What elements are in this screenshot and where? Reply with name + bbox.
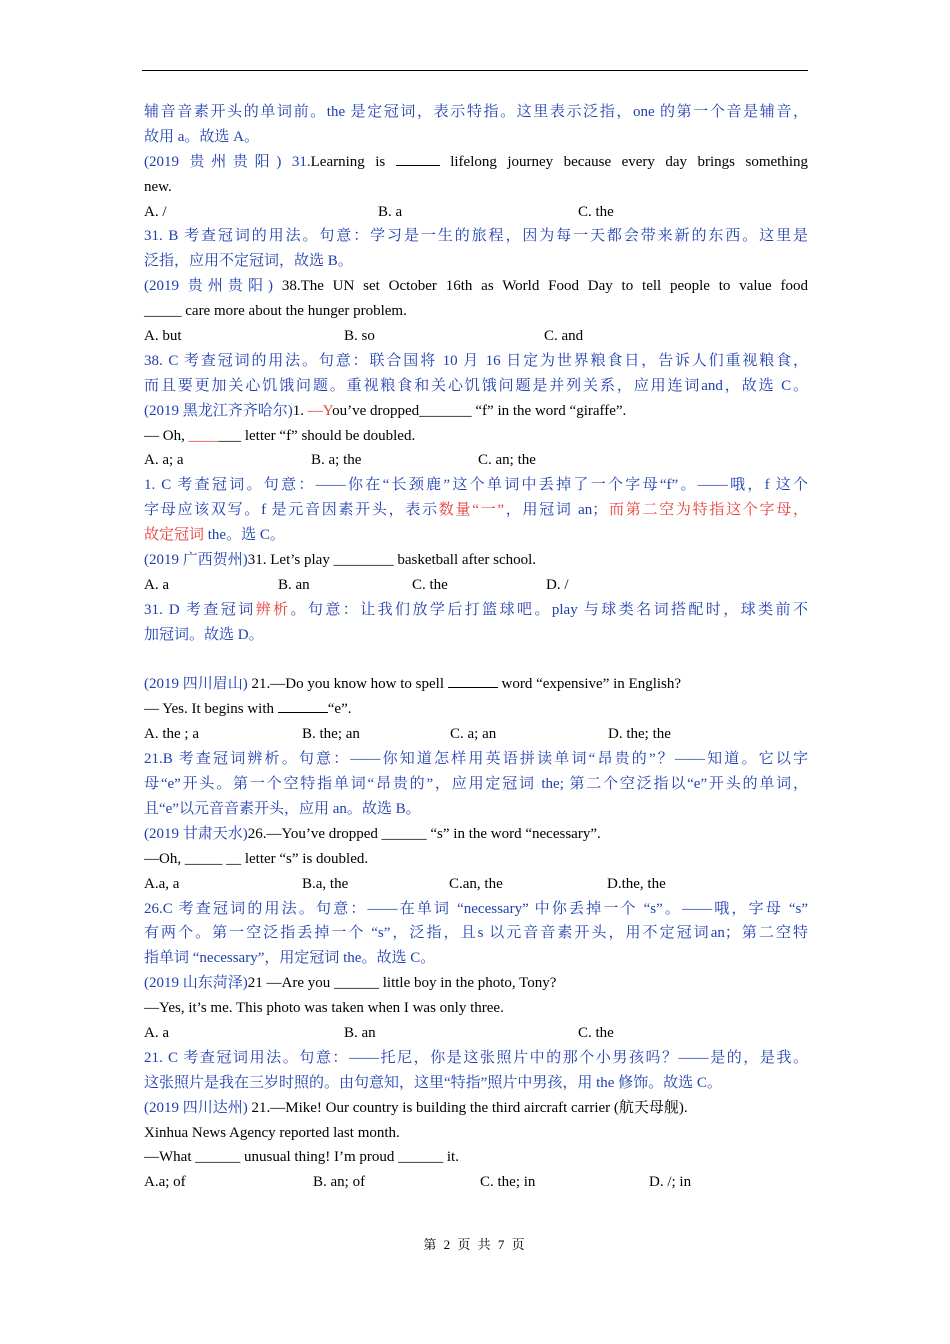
options-row	[144, 324, 808, 349]
option-a: A.a; of	[144, 1174, 186, 1191]
question-31-line-2: new.	[144, 178, 172, 195]
option-d: D. /	[546, 576, 569, 593]
question-text: “e”.	[327, 701, 352, 718]
answer-line: 38. C 考查冠词的用法。句意：联合国将 10 月 16 日定为世界粮食日，告诉人们重视粮食，	[144, 352, 808, 369]
continuation-line-1: 辅音音素开头的单词前。the 是定冠词，表示特指。这里表示泛指，one 的第一个音是辅音，	[144, 104, 808, 120]
question-21c-line-3: —What ______ unusual thing! I’m proud ______ it.	[144, 1149, 459, 1166]
option-c: C. the	[578, 203, 614, 220]
question-source: (2019 黑龙江齐齐哈尔)	[144, 402, 293, 419]
question-21c-line-1	[144, 1096, 808, 1121]
question-text: — Oh,	[144, 427, 189, 444]
answer-line: 26.C 考查冠词的用法。句意：——在单词 “necessary” 中你丢掉一个 “s”。——哦，字母 “s”	[144, 900, 808, 917]
option-c: C. the; in	[480, 1174, 536, 1191]
option-c: C. a; an	[450, 726, 497, 743]
option-a: A. a; a	[144, 452, 184, 469]
options-row	[144, 872, 808, 897]
answer-line	[144, 523, 808, 548]
question-source: (2019 贵州贵阳)	[144, 153, 282, 170]
options-row	[144, 448, 808, 473]
answer-line: 1. C 考查冠词。句意：——你在“长颈鹿”这个单词中丢掉了一个字母“f”。——哦，f 这个	[144, 477, 808, 494]
answer-text: the。选 C。	[204, 527, 285, 544]
answer-line: 指单词 “necessary”，用定冠词 the。故选 C。	[144, 950, 436, 967]
answer-blank	[448, 673, 498, 688]
answer-line: 母“e”开头。第一个空特指单词“昂贵的”，应用定冠词 the; 第二个空泛指以“e”开头的单词，	[144, 776, 808, 793]
question-21a-line-1	[144, 672, 808, 697]
option-d: D. /; in	[649, 1174, 692, 1191]
options-row	[144, 573, 808, 598]
document-body	[144, 100, 808, 1195]
option-c: C. an; the	[478, 452, 536, 469]
options-row	[144, 1170, 808, 1195]
question-text: 26.—You’ve dropped ______ “s” in the word “necessary”.	[247, 825, 601, 842]
option-d: D. the; the	[608, 726, 671, 743]
option-a: A. /	[144, 203, 167, 220]
option-a: A. but	[144, 328, 182, 345]
options-row	[144, 1021, 808, 1046]
continuation-line-2: 故用 a。故选 A。	[144, 128, 259, 145]
highlight-red: ____	[188, 427, 219, 444]
answer-line: 加冠词。故选 D。	[144, 626, 264, 643]
option-b: B. so	[344, 328, 375, 345]
question-21b-line-1	[144, 971, 808, 996]
option-b: B. an	[278, 576, 310, 593]
option-b: B. a; the	[311, 452, 362, 469]
question-31-line-1	[144, 150, 808, 175]
question-1-line-2	[144, 424, 808, 449]
highlight-red: —Y	[307, 402, 333, 419]
question-text: ___ letter “f” should be doubled.	[218, 427, 416, 444]
answer-text: ，用冠词 an；	[504, 502, 608, 519]
question-26-line-2: —Oh, _____ __ letter “s” is doubled.	[144, 850, 369, 867]
question-source: (2019 四川达州)	[144, 1099, 248, 1116]
answer-text: 。句意：让我们放学后打篮球吧。play 与球类名词搭配时，球类前不	[290, 601, 808, 618]
page-footer: 第 2 页 共 7 页	[423, 1237, 527, 1252]
question-21a-line-2	[144, 697, 808, 722]
option-c: C. the	[578, 1024, 614, 1041]
options-row	[144, 722, 808, 747]
answer-line: 31. B 考查冠词的用法。句意：学习是一生的旅程，因为每一天都会带来新的东西。这里是	[144, 228, 808, 245]
question-38-line-2: _____ care more about the hunger problem.	[144, 303, 407, 320]
question-text: 21.—Mike! Our country is building the third aircraft carrier (航天母舰).	[251, 1099, 688, 1116]
option-c: C.an, the	[449, 875, 503, 892]
answer-line	[144, 598, 808, 623]
question-source: (2019 四川眉山)	[144, 676, 248, 693]
answer-line: 21.B 考查冠词辨析。句意：——你知道怎样用英语拼读单词“昂贵的”？——知道。它以字	[144, 751, 808, 768]
answer-blank	[396, 151, 440, 166]
question-source: (2019 甘肃天水)	[144, 825, 248, 842]
option-a: A. a	[144, 576, 169, 593]
answer-line: 且“e”以元音音素开头，应用 an。故选 B。	[144, 800, 421, 817]
answer-line: 这张照片是我在三岁时照的。由句意知，这里“特指”照片中男孩，用 the 修饰。故选 C。	[144, 1074, 722, 1091]
question-text: Learning is	[310, 153, 386, 170]
highlight-red: 而第二空为特指这个字母，	[607, 502, 808, 519]
answer-line: 有两个。第一空泛指丢掉一个 “s”，泛指，且s 以元音音素开头，用不定冠词an；第二空特	[144, 925, 808, 942]
question-38-line-1	[144, 274, 808, 299]
answer-line	[144, 498, 808, 523]
question-text: 21.—Do you know how to spell	[251, 676, 444, 693]
question-text: 38.The UN set October 16th as World Food Day to tell people to value food	[281, 278, 809, 295]
question-text: ou’ve dropped_______ “f” in the word “giraffe”.	[332, 402, 627, 419]
question-text: — Yes. It begins with	[144, 701, 275, 718]
option-c: C. and	[544, 328, 584, 345]
option-b: B. a	[378, 203, 403, 220]
answer-line: 21. C 考查冠词用法。句意：——托尼，你是这张照片中的那个小男孩吗？——是的，是我。	[144, 1049, 808, 1066]
question-26-line-1	[144, 822, 808, 847]
question-text: 31. Let’s play ________ basketball after school.	[247, 552, 537, 569]
spacer	[144, 648, 808, 673]
highlight-red: 数量“一”	[438, 502, 505, 519]
question-source: (2019 贵州贵阳)	[144, 278, 273, 295]
question-number: 1.	[292, 402, 308, 419]
option-a: A. a	[144, 1024, 169, 1041]
option-b: B. an	[344, 1024, 376, 1041]
question-text: word “expensive” in English?	[501, 676, 682, 693]
highlight-red: 辨析	[255, 601, 291, 618]
question-source: (2019 山东菏泽)	[144, 975, 248, 992]
option-b: B. the; an	[302, 726, 360, 743]
option-a: A.a, a	[144, 875, 180, 892]
options-row	[144, 200, 808, 225]
question-source: (2019 广西贺州)	[144, 552, 248, 569]
question-31b-line-1	[144, 548, 808, 573]
question-number: 31.	[291, 153, 311, 170]
question-1-line-1	[144, 399, 808, 424]
option-b: B. an; of	[313, 1174, 366, 1191]
option-a: A. the ; a	[144, 726, 199, 743]
question-21b-line-2: —Yes, it’s me. This photo was taken when I was only three.	[144, 1000, 504, 1017]
answer-blank	[278, 698, 328, 713]
highlight-red: 故定冠词	[144, 527, 205, 544]
question-21c-line-2: Xinhua News Agency reported last month.	[144, 1124, 400, 1141]
answer-line: 泛指，应用不定冠词，故选 B。	[144, 253, 353, 270]
question-text: 21 —Are you ______ little boy in the photo, Tony?	[247, 975, 557, 992]
header-rule	[142, 70, 808, 71]
option-c: C. the	[412, 576, 448, 593]
option-d: D.the, the	[607, 875, 666, 892]
question-text: lifelong journey because every day brings something	[450, 153, 808, 170]
option-b: B.a, the	[302, 875, 349, 892]
answer-text: 31. D 考查冠词	[144, 601, 256, 618]
answer-text: 字母应该双写。f 是元音因素开头，表示	[144, 502, 439, 519]
answer-line: 而且要更加关心饥饿问题。重视粮食和关心饥饿问题是并列关系，应用连词and，故选 C。	[144, 377, 808, 394]
